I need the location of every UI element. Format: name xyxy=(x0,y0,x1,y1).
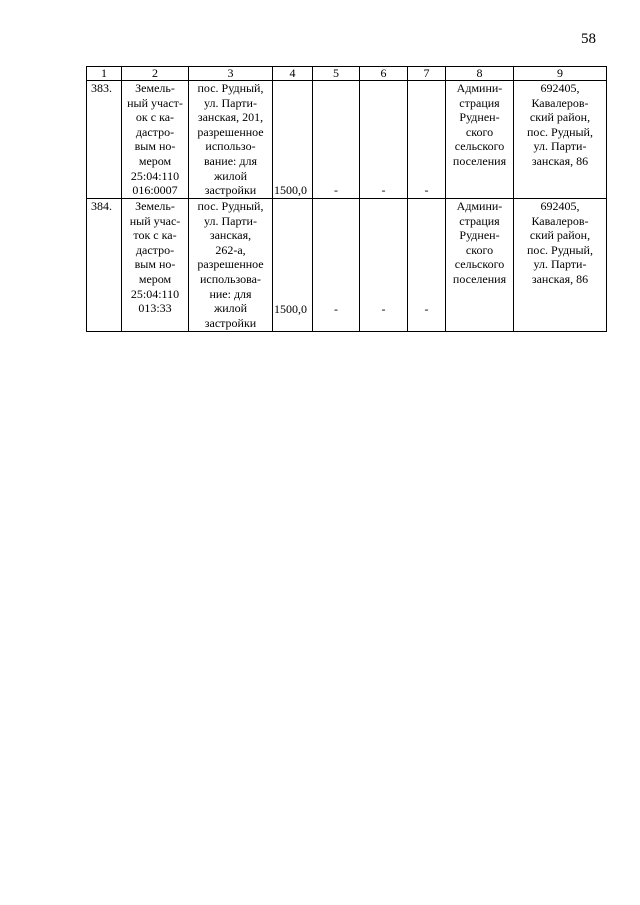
column-header: 3 xyxy=(189,67,273,81)
table-row xyxy=(87,81,607,199)
column-6-cell: - xyxy=(360,81,408,199)
object-description-cell: Земель- ный участ- ок с ка- дастро- вым но- мером 25:04:110 016:0007 xyxy=(122,81,189,199)
column-header: 5 xyxy=(313,67,360,81)
column-header: 8 xyxy=(446,67,514,81)
column-header: 2 xyxy=(122,67,189,81)
column-header: 1 xyxy=(87,67,122,81)
column-header: 4 xyxy=(273,67,313,81)
column-header: 6 xyxy=(360,67,408,81)
column-5-cell: - xyxy=(313,199,360,332)
holder-address-cell: 692405, Кавалеров- ский район, пос. Рудный, ул. Парти- занская, 86 xyxy=(514,81,607,199)
column-7-cell: - xyxy=(408,81,446,199)
table-header-row xyxy=(87,67,607,81)
column-5-cell: - xyxy=(313,81,360,199)
row-number-cell: 383. xyxy=(87,81,122,199)
property-registry-table xyxy=(86,66,607,332)
holder-cell: Админи- страция Руднен- ского сельского поселения xyxy=(446,81,514,199)
address-cell: пос. Рудный, ул. Парти- занская, 262-а, разрешенное использова- ние: для жилой застройки xyxy=(189,199,273,332)
holder-cell: Админи- страция Руднен- ского сельского поселения xyxy=(446,199,514,332)
object-description-cell: Земель- ный учас- ток с ка- дастро- вым но- мером 25:04:110 013:33 xyxy=(122,199,189,332)
holder-address-cell: 692405, Кавалеров- ский район, пос. Рудный, ул. Парти- занская, 86 xyxy=(514,199,607,332)
column-header: 9 xyxy=(514,67,607,81)
column-6-cell: - xyxy=(360,199,408,332)
table-row xyxy=(87,199,607,332)
column-7-cell: - xyxy=(408,199,446,332)
area-cell: 1500,0 xyxy=(273,199,313,332)
page-number: 58 xyxy=(581,31,596,47)
row-number-cell: 384. xyxy=(87,199,122,332)
address-cell: пос. Рудный, ул. Парти- занская, 201, разрешенное использо- вание: для жилой застройки xyxy=(189,81,273,199)
column-header: 7 xyxy=(408,67,446,81)
area-cell: 1500,0 xyxy=(273,81,313,199)
